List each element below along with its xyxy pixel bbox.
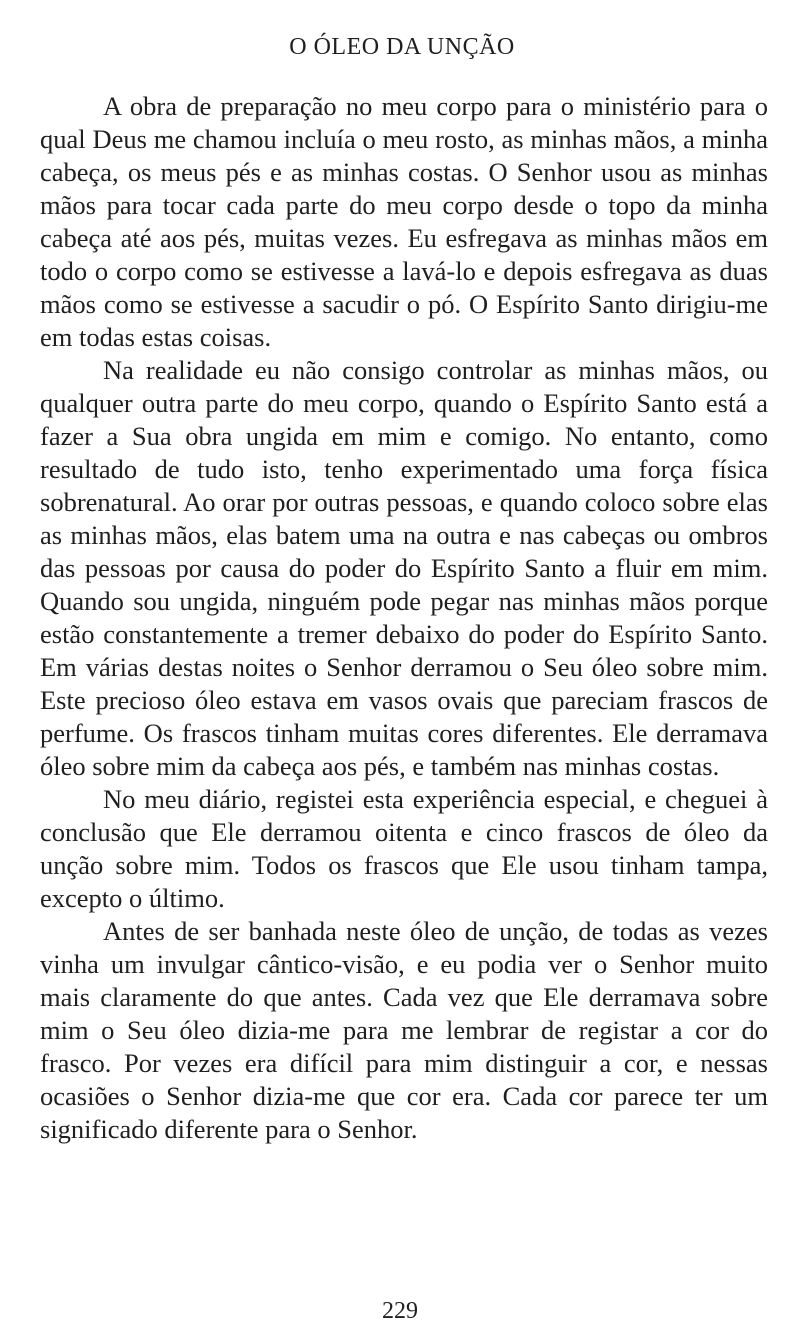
paragraph-2: Na realidade eu não consigo controlar as minhas mãos, ou qualquer outra parte do meu corpo, quando o Espírito Santo está a fazer a Sua obra ungida em mim e comigo. No entanto, como resultado de tudo isto, tenho experimentado uma força física sobrenatural. Ao orar por outras pessoas, e quando coloco sobre elas as minhas mãos, elas batem uma na outra e nas cabeças ou ombros das pessoas por causa do poder do Espírito Santo a fluir em mim. Quando sou ungida, ninguém pode pegar nas minhas mãos porque estão constantemente a tremer debaixo do poder do Espírito Santo. Em várias destas noites o Senhor derramou o Seu óleo sobre mim. Este precioso óleo estava em vasos ovais que pareciam frascos de perfume. Os frascos tinham muitas cores diferentes. Ele derramava óleo sobre mim da cabeça aos pés, e também nas minhas costas. bbox=[40, 355, 768, 781]
paragraph-3: No meu diário, registei esta experiência especial, e cheguei à conclusão que Ele derramou oitenta e cinco frascos de óleo da unção sobre mim. Todos os frascos que Ele usou tinham tampa, excepto o último. bbox=[40, 784, 768, 913]
page-number: 229 bbox=[382, 1298, 418, 1324]
paragraph-4: Antes de ser banhada neste óleo de unção, de todas as vezes vinha um invulgar cântico-visão, e eu podia ver o Senhor muito mais claramente do que antes. Cada vez que Ele derramava sobre mim o Seu óleo dizia-me para me lembrar de registar a cor do frasco. Por vezes era difícil para mim distinguir a cor, e nessas ocasiões o Senhor dizia-me que cor era. Cada cor parece ter um significado diferente para o Senhor. bbox=[40, 916, 768, 1144]
paragraph-1: A obra de preparação no meu corpo para o ministério para o qual Deus me chamou incluía o meu rosto, as minhas mãos, a minha cabeça, os meus pés e as minhas costas. O Senhor usou as minhas mãos para tocar cada parte do meu corpo desde o topo da minha cabeça até aos pés, muitas vezes. Eu esfregava as minhas mãos em todo o corpo como se estivesse a lavá-lo e depois esfregava as duas mãos como se estivesse a sacudir o pó. O Espírito Santo dirigiu-me em todas estas coisas. bbox=[40, 91, 768, 352]
body-text bbox=[40, 90, 768, 1146]
running-head-title: O ÓLEO DA UNÇÃO bbox=[289, 34, 515, 60]
